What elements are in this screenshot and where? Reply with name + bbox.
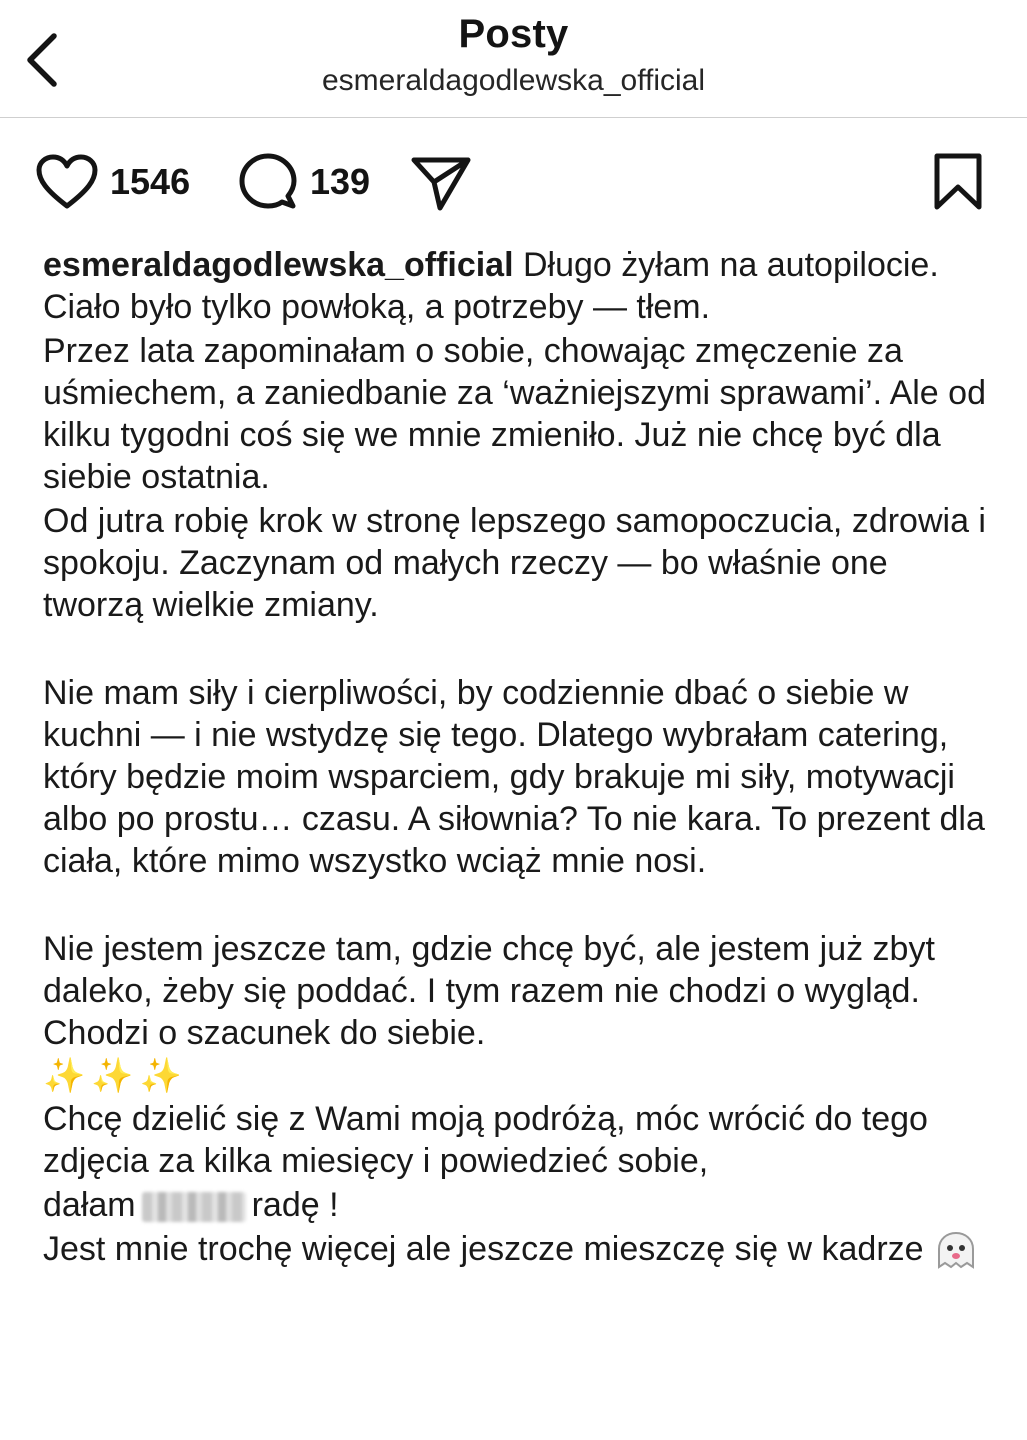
caption-paragraph: Nie mam siły i cierpliwości, by codziennie dbać o siebie w kuchni — i nie wstydzę się tego. Dlatego wybrałam catering, który będzie moim wsparciem, gdy brakuje mi siły, motywacji albo po prostu… czasu. A siłownia? To nie kara. To prezent dla ciała, które mimo wszystko wciąż mnie nosi.: [43, 674, 985, 880]
caption-text: Długo żyłam na autopilocie. Ciało było tylko powłoką, a potrzeby — tłem.: [43, 246, 939, 326]
blurred-mention: [142, 1192, 246, 1222]
like-count[interactable]: 1546: [110, 161, 191, 202]
caption-paragraph: [43, 244, 993, 328]
page-subtitle-username[interactable]: esmeraldagodlewska_official: [322, 64, 705, 97]
caption-username[interactable]: esmeraldagodlewska_official: [43, 246, 514, 284]
ghost-emoji-icon: [933, 1231, 979, 1271]
caption-paragraph: Przez lata zapominałam o sobie, chowając zmęczenie za uśmiechem, a zaniedbanie za ‘ważniejszymi sprawami’. Ale od kilku tygodni coś się we mnie zmieniło. Już nie chcę być dla siebie ostatnia.: [43, 332, 986, 496]
caption-text: radę !: [251, 1186, 339, 1224]
share-button[interactable]: [410, 150, 474, 214]
top-bar: [0, 0, 1027, 118]
heart-icon: [36, 154, 98, 210]
caption-paragraph: [43, 1184, 993, 1226]
sparkles-emoji: ✨✨✨: [43, 1057, 189, 1095]
bookmark-icon: [930, 152, 986, 212]
page-title: Posty: [458, 12, 569, 56]
caption-text: dałam: [43, 1186, 136, 1224]
comment-bubble-icon: [238, 152, 298, 212]
caption-paragraph: [43, 1228, 993, 1271]
comment-button[interactable]: [238, 150, 370, 214]
comment-count[interactable]: 139: [310, 161, 371, 202]
save-button[interactable]: [930, 150, 986, 214]
post-action-bar: [0, 150, 1027, 214]
post-caption: [43, 244, 993, 1271]
like-button[interactable]: [36, 150, 190, 214]
paper-plane-icon: [410, 152, 474, 212]
caption-paragraph: Chcę dzielić się z Wami moją podróżą, móc wrócić do tego zdjęcia za kilka miesięcy i powiedzieć sobie,: [43, 1100, 928, 1180]
caption-text: Jest mnie trochę więcej ale jeszcze mieszczę się w kadrze: [43, 1230, 924, 1268]
caption-paragraph: Od jutra robię krok w stronę lepszego samopoczucia, zdrowia i spokoju. Zaczynam od małych rzeczy — bo właśnie one tworzą wielkie zmiany.: [43, 502, 986, 624]
caption-paragraph: Nie jestem jeszcze tam, gdzie chcę być, ale jestem już zbyt daleko, żeby się poddać. I tym razem nie chodzi o wygląd. Chodzi o szacunek do siebie.: [43, 930, 935, 1052]
